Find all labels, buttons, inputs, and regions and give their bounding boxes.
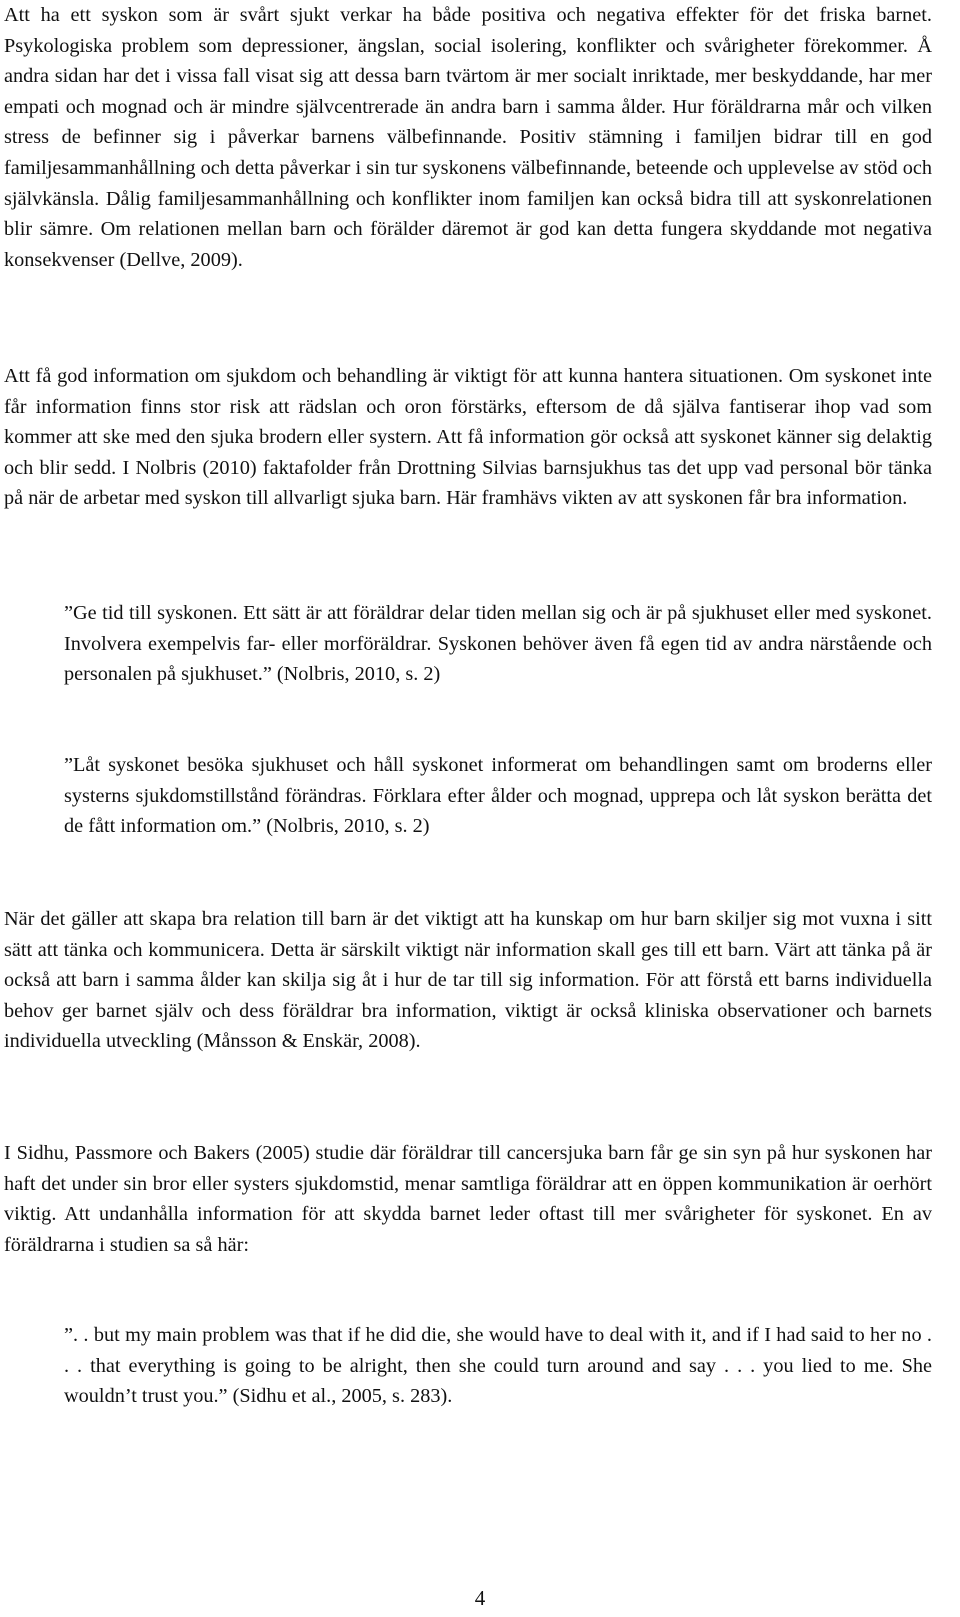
paragraph-information-importance: Att få god information om sjukdom och behandling är viktigt för att kunna hantera situationen. Om syskonet inte får information finns stor risk att rädslan och oron förstärks, eftersom de då själva fantiserar ihop vad som kommer att ske med den sjuka brodern eller systern. Att få information gör också att syskonet känner sig delaktig och blir sedd. I Nolbris (2010) faktafolder från Drottning Silvias barnsjukhus tas det upp vad personal bör tänka på när de arbetar med syskon till allvarligt sjuka barn. Här framhävs vikten av att syskonen får bra information. <box>4 365 932 510</box>
quote-nolbris-time: ”Ge tid till syskonen. Ett sätt är att föräldrar delar tiden mellan sig och är på sjukhuset eller med syskonet. Involvera exempelvis far- eller morföräldrar. Syskonen behöver även få egen tid av andra närstående och personalen på sjukhuset.” (Nolbris, 2010, s. 2) <box>64 602 932 686</box>
paragraph-sidhu-study: I Sidhu, Passmore och Bakers (2005) studie där föräldrar till cancersjuka barn får ge sin syn på hur syskonen har haft det under sin bror eller systers sjukdomstid, menar samtliga föräldrar att en öppen kommunikation är oerhört viktig. Att undanhålla information för att skydda barnet leder oftast till mer svårigheter för syskonet. En av föräldrarna i studien sa så här: <box>4 1142 932 1256</box>
page-number: 4 <box>474 1586 486 1610</box>
quote-nolbris-visit: ”Låt syskonet besöka sjukhuset och håll syskonet informerat om behandlingen samt om broderns eller systerns sjukdomstillstånd förändras. Förklara efter ålder och mognad, upprepa och låt syskon berätta det de fått information om.” (Nolbris, 2010, s. 2) <box>64 754 932 838</box>
paragraph-child-communication: När det gäller att skapa bra relation till barn är det viktigt att ha kunskap om hur barn skiljer sig mot vuxna i sitt sätt att tänka och kommunicera. Detta är särskilt viktigt när information skall ges till ett barn. Värt att tänka på är också att barn i samma ålder kan skilja sig åt i hur de tar till sig information. För att förstå ett barns individuella behov ger barnet själv och dess föräldrar bra information, viktigt är också kliniska observationer och barnets individuella utveckling (Månsson & Enskär, 2008). <box>4 908 932 1053</box>
paragraph-sibling-effects: Att ha ett syskon som är svårt sjukt verkar ha både positiva och negativa effekter för det friska barnet. Psykologiska problem som depressioner, ängslan, social isolering, konflikter och svårigheter förekommer. Å andra sidan har det i vissa fall visat sig att dessa barn tvärtom är mer socialt inriktade, mer beskyddande, har mer empati och mognad och är mindre självcentrerade än andra barn i samma ålder. Hur föräldrarna mår och vilken stress de befinner sig i påverkar barnens välbefinnande. Positiv stämning i familjen bidrar till en god familjesammanhållning och detta påverkar i sin tur syskonens välbefinnande, beteende och upplevelse av stöd och självkänsla. Dålig familjesammanhållning och konflikter inom familjen kan också bidra till att syskonrelationen blir sämre. Om relationen mellan barn och förälder däremot är god kan detta fungera skyddande mot negativa konsekvenser (Dellve, 2009). <box>4 4 932 271</box>
quote-parent-sidhu: ”. . but my main problem was that if he did die, she would have to deal with it, and if I had said to her no . . . that everything is going to be alright, then she could turn around and say . . . you lied to me. She wouldn’t trust you.” (Sidhu et al., 2005, s. 283). <box>64 1324 932 1408</box>
